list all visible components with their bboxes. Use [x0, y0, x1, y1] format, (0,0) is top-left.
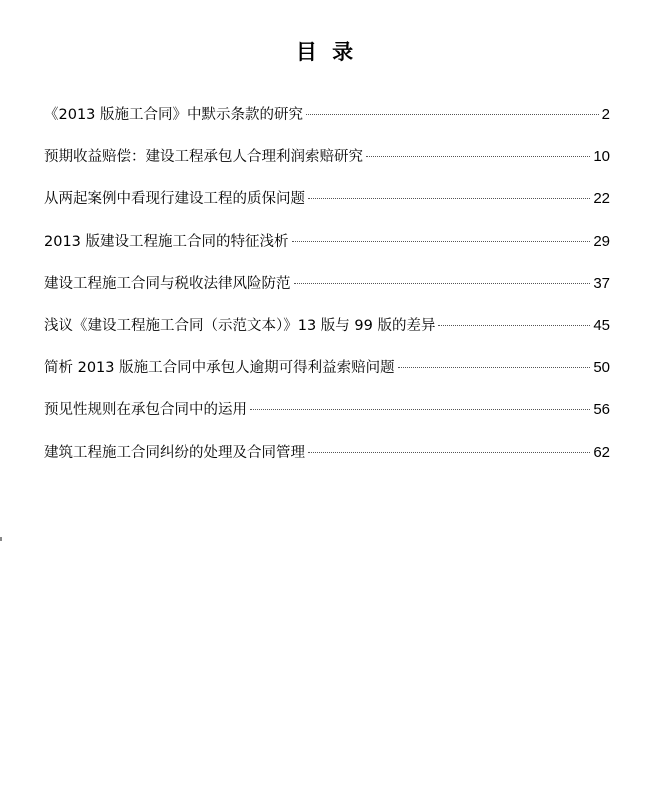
toc-entry-page: 37 — [593, 274, 610, 292]
toc-entry[interactable] — [44, 227, 610, 269]
dot-leader — [292, 240, 591, 242]
scan-edge-mark — [0, 537, 2, 541]
toc-entry-title: 建筑工程施工合同纠纷的处理及合同管理 — [44, 444, 305, 461]
toc-entry-title: 预见性规则在承包合同中的运用 — [44, 402, 247, 419]
toc-entry-title: 预期收益赔偿：建设工程承包人合理利润索赔研究 — [44, 149, 363, 166]
toc-entry[interactable] — [44, 395, 610, 437]
toc-entry[interactable] — [44, 438, 610, 480]
toc-entry-title: 浅议《建设工程施工合同（示范文本）》13 版与 99 版的差异 — [44, 317, 436, 334]
toc-entry-page: 50 — [593, 359, 610, 377]
toc-entry-page: 56 — [593, 401, 610, 419]
toc-entry-page: 62 — [593, 443, 610, 461]
toc-entry-title: 2013 版建设工程施工合同的特征浅析 — [44, 233, 289, 250]
dot-leader — [250, 408, 590, 410]
toc-entry-page: 29 — [593, 232, 610, 250]
toc-entry-title: 简析 2013 版施工合同中承包人逾期可得利益索赔问题 — [44, 360, 395, 377]
dot-leader — [308, 451, 590, 453]
table-of-contents — [44, 100, 610, 480]
toc-entry-title: 从两起案例中看现行建设工程的质保问题 — [44, 191, 305, 208]
toc-entry[interactable] — [44, 311, 610, 353]
toc-entry[interactable] — [44, 269, 610, 311]
toc-entry-page: 45 — [593, 316, 610, 334]
toc-entry[interactable] — [44, 184, 610, 226]
dot-leader — [306, 113, 599, 115]
toc-entry-title: 建设工程施工合同与税收法律风险防范 — [44, 275, 291, 292]
toc-entry[interactable] — [44, 100, 610, 142]
dot-leader — [308, 197, 590, 199]
toc-entry[interactable] — [44, 142, 610, 184]
dot-leader — [294, 282, 591, 284]
toc-entry[interactable] — [44, 353, 610, 395]
toc-entry-page: 22 — [593, 190, 610, 208]
page-title: 目 录 — [295, 40, 358, 64]
toc-entry-page: 2 — [601, 106, 610, 123]
dot-leader — [438, 324, 590, 326]
toc-entry-title: 《2013 版施工合同》中默示条款的研究 — [44, 107, 304, 123]
dot-leader — [366, 155, 590, 157]
toc-entry-page: 10 — [593, 148, 610, 166]
dot-leader — [398, 366, 591, 368]
